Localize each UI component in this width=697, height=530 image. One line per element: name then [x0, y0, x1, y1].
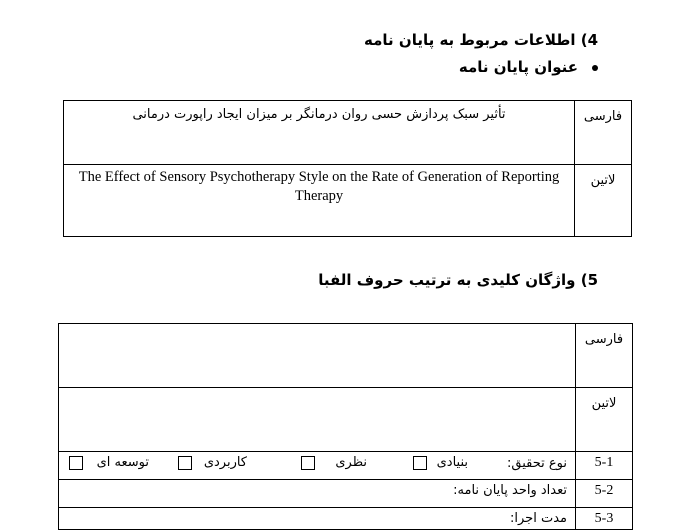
option-fundamental-checkbox[interactable]	[413, 456, 427, 470]
option-theoretical-label: نظری	[335, 455, 367, 470]
keywords-latin-label: لاتین	[576, 388, 633, 452]
option-applied[interactable]	[178, 455, 247, 470]
option-theoretical-checkbox[interactable]	[301, 456, 315, 470]
option-fundamental-label: بنیادی	[436, 455, 468, 470]
option-developmental-checkbox[interactable]	[69, 456, 83, 470]
title-farsi-cell[interactable]	[64, 101, 575, 165]
title-latin-value: The Effect of Sensory Psychotherapy Style on the Rate of Generation of Reporting Therapy	[78, 169, 560, 204]
keywords-farsi-cell[interactable]	[59, 324, 576, 388]
keywords-farsi-label: فارسی	[576, 324, 633, 388]
row-number: 5-2	[576, 480, 633, 508]
thesis-units-row[interactable]	[59, 480, 576, 508]
option-theoretical[interactable]	[301, 455, 367, 470]
research-type-label: نوع تحقیق:	[507, 456, 567, 471]
option-developmental-label: توسعه ای	[96, 455, 149, 470]
option-applied-label: کاربردی	[203, 455, 247, 470]
keywords-table	[58, 323, 633, 530]
thesis-units-label: تعداد واحد پایان نامه:	[453, 483, 567, 498]
title-latin-label: لاتین	[575, 165, 632, 237]
title-latin-cell[interactable]	[64, 165, 575, 237]
bullet-dot-icon	[592, 65, 598, 71]
research-type-row	[59, 452, 576, 480]
title-farsi-value: تأثیر سبک پردازش حسی روان درمانگر بر میزان ایجاد راپورت درمانی	[132, 107, 506, 122]
title-farsi-label: فارسی	[575, 101, 632, 165]
option-applied-checkbox[interactable]	[178, 456, 192, 470]
duration-label: مدت اجرا:	[510, 511, 567, 526]
row-number: 5-3	[576, 508, 633, 530]
option-fundamental[interactable]	[413, 455, 468, 470]
section-4-heading: 4) اطلاعات مربوط به پایان نامه	[364, 31, 598, 49]
section-5-heading: 5) واژگان کلیدی به ترتیب حروف الفبا	[318, 271, 598, 289]
keywords-latin-cell[interactable]	[59, 388, 576, 452]
bullet-text: عنوان پایان نامه	[458, 58, 578, 76]
row-number: 5-1	[576, 452, 633, 480]
thesis-title-table	[63, 100, 632, 237]
thesis-title-bullet	[459, 58, 598, 76]
option-developmental[interactable]	[69, 455, 149, 470]
duration-row[interactable]	[59, 508, 576, 530]
